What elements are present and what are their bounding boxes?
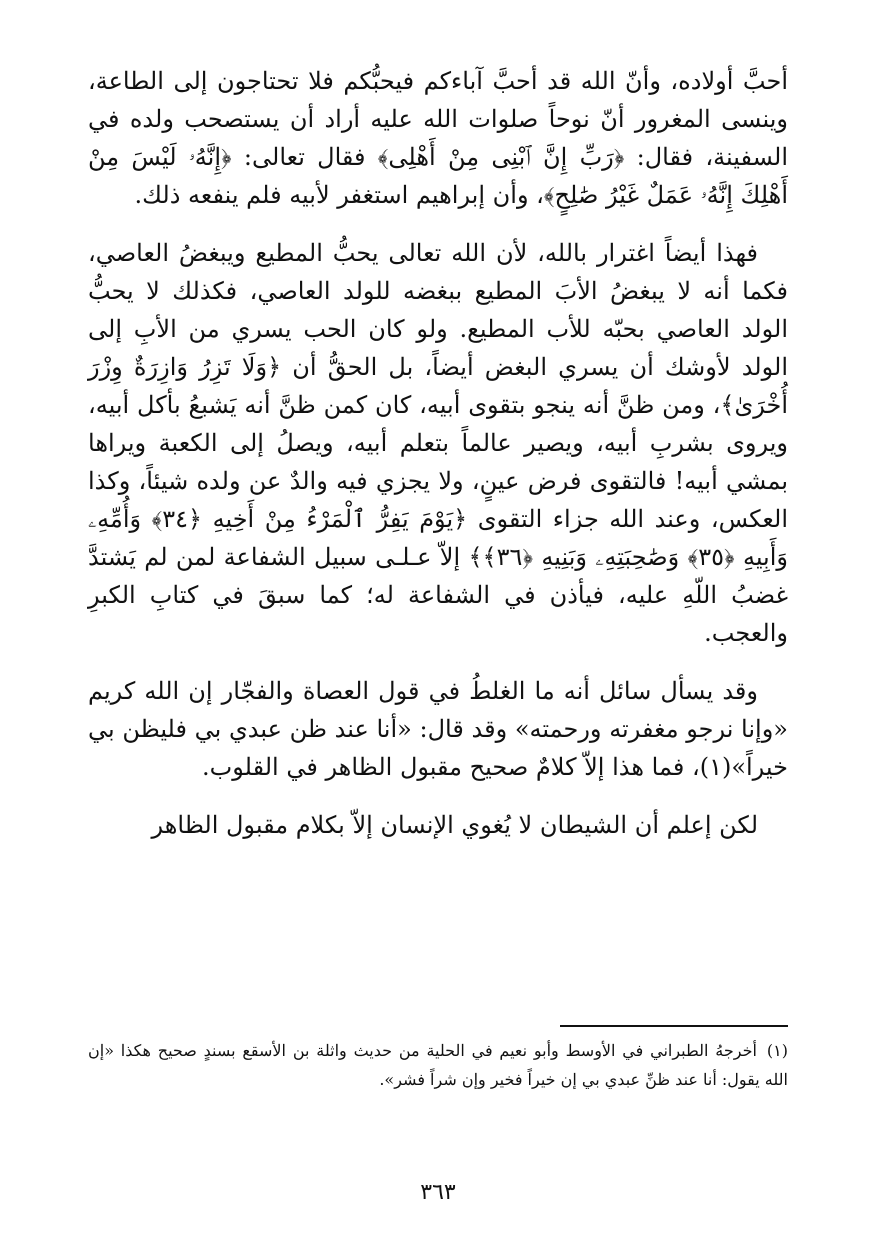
paragraph-1: أحبَّ أولاده، وأنّ الله قد أحبَّ آباءكم فيحبُّكم فلا تحتاجون إلى الطاعة، وينسى المغرور أنّ نوحاً صلوات الله عليه أراد أن يستصحب ولده في السفينة، فقال: ﴿رَبِّ إِنَّ ٱبْنِى مِنْ أَهْلِى﴾ فقال تعالى: ﴿إِنَّهُۥ لَيْسَ مِنْ أَهْلِكَ إِنَّهُۥ عَمَلٌ غَيْرُ صَٰلِحٍ﴾، وأن إبراهيم استغفر لأبيه فلم ينفعه ذلك.	[88, 67, 788, 209]
footnote-text: أخرجهُ الطبراني في الأوسط وأبو نعيم في الحلية من حديث واثلة بن الأسقع بسندٍ صحيح هكذا «إن الله يقول: أنا عند ظنِّ عبدي بي إن خيراً فخير وإن شراً فشر».	[88, 1041, 788, 1089]
page-number: ٣٦٣	[420, 1180, 456, 1205]
footnote-number: (١)	[766, 1041, 788, 1060]
page-body	[88, 62, 788, 864]
paragraph-4: لكن إعلم أن الشيطان لا يُغوي الإنسان إلاّ بكلام مقبول الظاهر	[151, 811, 758, 839]
paragraph-2: فهذا أيضاً اغترار بالله، لأن الله تعالى يحبُّ المطيع ويبغضُ العاصي، فكما أنه لا يبغضُ الأبَ المطيع ببغضه للولد العاصي، فكذلك لا يحبُّ الولد العاصي بحبّه للأب المطيع. ولو كان الحب يسري من الأبِ إلى الولد لأوشك أن يسري البغض أيضاً، بل الحقُّ أن ﴿وَلَا تَزِرُ وَازِرَةٌ وِزْرَ أُخْرَىٰ﴾، ومن ظنَّ أنه ينجو بتقوى أبيه، كان كمن ظنَّ أنه يَشبعُ بأكل أبيه، ويروى بشربِ أبيه، ويصير عالماً بتعلم أبيه، ويصلُ إلى الكعبة ويراها بمشي أبيه! فالتقوى فرض عينٍ، ولا يجزي فيه والدٌ عن ولده شيئاً، وكذا العكس، وعند الله جزاء التقوى ﴿يَوْمَ يَفِرُّ ٱلْمَرْءُ مِنْ أَخِيهِ ﴿٣٤﴾ وَأُمِّهِۦ وَأَبِيهِ ﴿٣٥﴾ وَصَٰحِبَتِهِۦ وَبَنِيهِ ﴿٣٦﴾﴾ إلاّ عـلـى سبيل الشفاعة لمن لم يَشتدَّ غضبُ اللّهِ عليه، فيأذن في الشفاعة له؛ كما سبقَ في كتابِ الكبرِ والعجب.	[88, 239, 789, 647]
footnote-divider	[560, 1025, 788, 1027]
paragraph-3: وقد يسأل سائل أنه ما الغلطُ في قول العصاة والفجّار إن الله كريم «وإنا نرجو مغفرته ورحمته» وقد قال: «أنا عند ظن عبدي بي فليظن بي خيراً»(١)، فما هذا إلاّ كلامٌ صحيح مقبول الظاهر في القلوب.	[88, 677, 788, 781]
footnote	[88, 1036, 788, 1094]
